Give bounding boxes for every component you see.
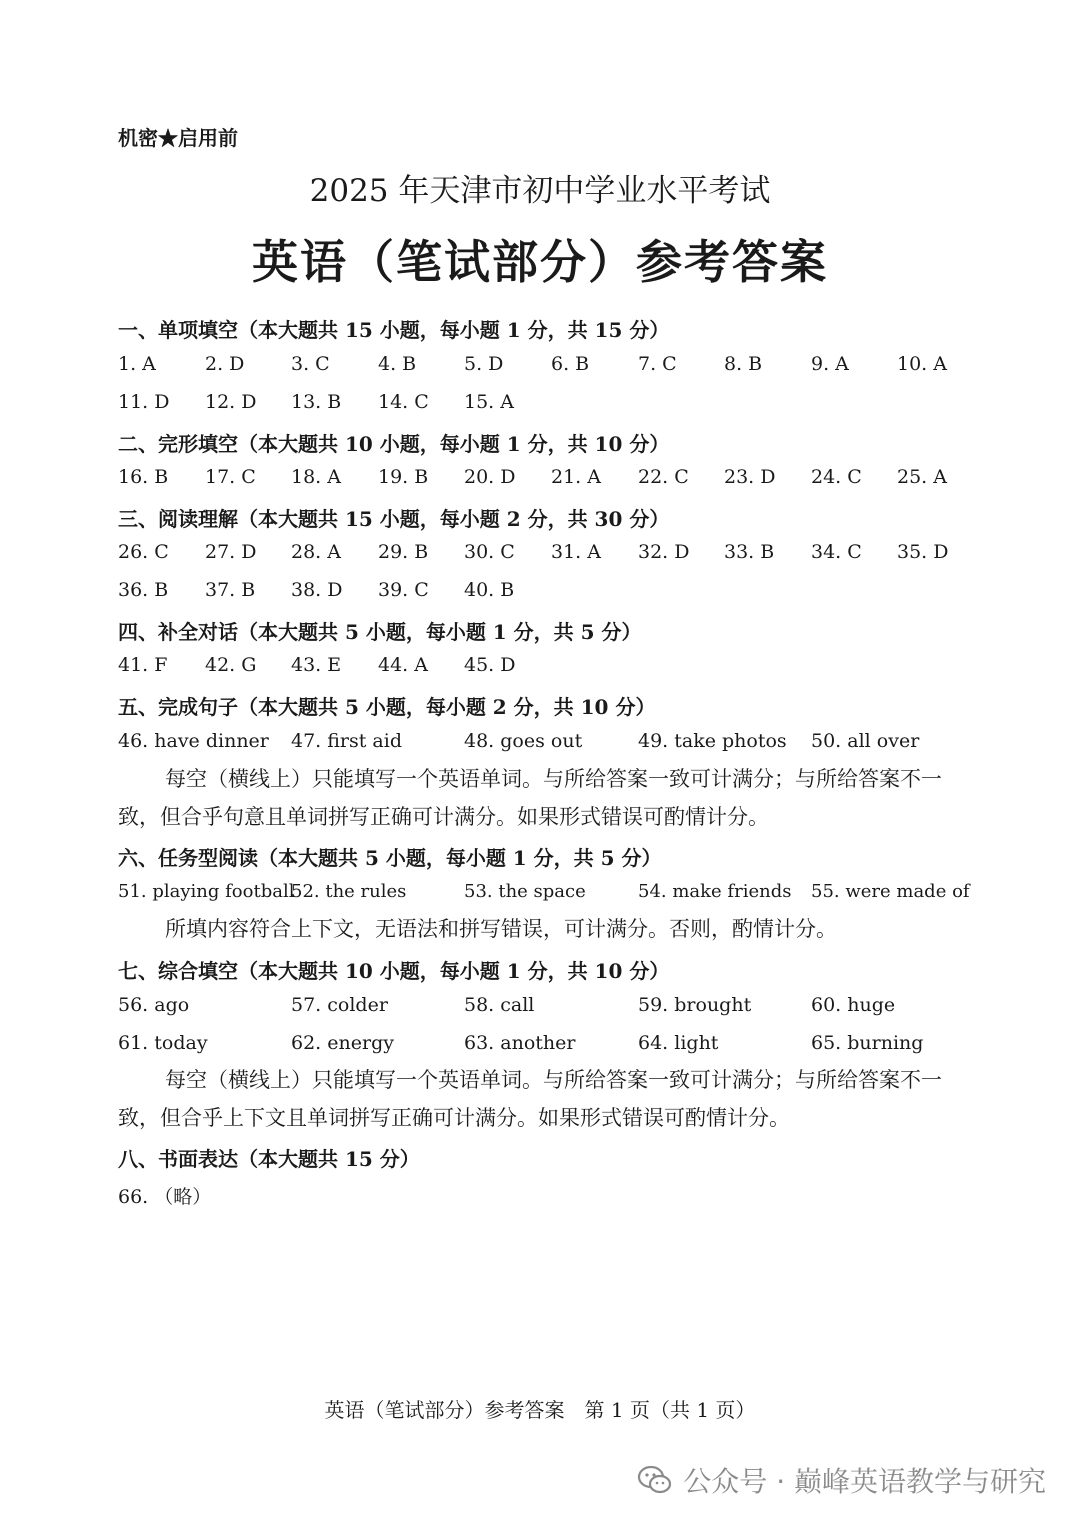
answer-item: 30. C <box>464 541 515 563</box>
answer-item: 61. today <box>118 1032 208 1054</box>
answer-item: 19. B <box>378 466 429 488</box>
answer-item: 27. D <box>205 541 257 563</box>
answer-item: 53. the space <box>464 881 586 902</box>
answer-item: 48. goes out <box>464 730 583 752</box>
answer-item: 36. B <box>118 579 169 601</box>
answer-item: 13. B <box>291 391 342 413</box>
section-heading: 一、单项填空（本大题共 15 小题，每小题 1 分，共 15 分） <box>118 318 670 342</box>
answer-item: 8. B <box>724 353 763 375</box>
answer-item: 47. first aid <box>291 730 403 752</box>
answer-item: 10. A <box>897 353 947 375</box>
answer-item: 44. A <box>378 654 428 676</box>
answer-item: 7. C <box>638 353 677 375</box>
answer-item: 45. D <box>464 654 516 676</box>
answer-item: 65. burning <box>811 1032 924 1054</box>
answer-item: 41. F <box>118 654 168 676</box>
answer-item: 3. C <box>291 353 330 375</box>
answer-item: 40. B <box>464 579 515 601</box>
answer-item: 1. A <box>118 353 156 375</box>
answer-item: 5. D <box>464 353 504 375</box>
answer-item: 64. light <box>638 1032 719 1054</box>
wechat-icon <box>637 1465 673 1495</box>
answer-item: 24. C <box>811 466 862 488</box>
answer-item: 20. D <box>464 466 516 488</box>
answer-item: 18. A <box>291 466 341 488</box>
answer-item: 22. C <box>638 466 689 488</box>
section-heading: 五、完成句子（本大题共 5 小题，每小题 2 分，共 10 分） <box>118 695 656 719</box>
answer-item: 51. playing football <box>118 881 295 902</box>
answer-item: 17. C <box>205 466 256 488</box>
answer-item: 34. C <box>811 541 862 563</box>
answer-item: 12. D <box>205 391 257 413</box>
answer-item: 50. all over <box>811 730 920 752</box>
answer-item: 2. D <box>205 353 245 375</box>
exam-title: 2025 年天津市初中学业水平考试 <box>309 173 771 209</box>
answer-item: 16. B <box>118 466 169 488</box>
answer-item: 57. colder <box>291 994 388 1016</box>
grading-note: 所填内容符合上下文，无语法和拼写错误，可计满分。否则，酌情计分。 <box>165 917 837 941</box>
answer-item: 38. D <box>291 579 343 601</box>
section-heading: 三、阅读理解（本大题共 15 小题，每小题 2 分，共 30 分） <box>118 507 670 531</box>
answer-item: 63. another <box>464 1032 576 1054</box>
section-heading: 四、补全对话（本大题共 5 小题，每小题 1 分，共 5 分） <box>118 620 642 644</box>
section-heading: 七、综合填空（本大题共 10 小题，每小题 1 分，共 10 分） <box>118 959 670 983</box>
answer-item: 4. B <box>378 353 417 375</box>
answer-item: 39. C <box>378 579 429 601</box>
answer-item: 9. A <box>811 353 849 375</box>
watermark-text: 公众号 · 巅峰英语教学与研究 <box>683 1465 1046 1498</box>
answer-item: 31. A <box>551 541 601 563</box>
answer-item: 46. have dinner <box>118 730 269 752</box>
answer-item: 37. B <box>205 579 256 601</box>
answer-item: 6. B <box>551 353 590 375</box>
answer-item: 29. B <box>378 541 429 563</box>
answer-item: 54. make friends <box>638 881 792 902</box>
answer-item: 15. A <box>464 391 514 413</box>
answer-item: 43. E <box>291 654 342 676</box>
answer-item: 52. the rules <box>291 881 407 902</box>
answer-item: 55. were made of <box>811 881 970 902</box>
answer-item: 26. C <box>118 541 169 563</box>
grading-note: 每空（横线上）只能填写一个英语单词。与所给答案一致可计满分；与所给答案不一致，但合乎上下文且单词拼写正确可计满分。如果形式错误可酌情计分。 <box>118 1068 942 1130</box>
grading-note: 每空（横线上）只能填写一个英语单词。与所给答案一致可计满分；与所给答案不一致，但合乎句意且单词拼写正确可计满分。如果形式错误可酌情计分。 <box>118 767 942 829</box>
answer-item: 25. A <box>897 466 947 488</box>
answer-item: 56. ago <box>118 994 190 1016</box>
answer-item: 35. D <box>897 541 949 563</box>
answer-item: 60. huge <box>811 994 896 1016</box>
watermark <box>637 1460 1046 1500</box>
answer-item: 14. C <box>378 391 429 413</box>
answer-item: 32. D <box>638 541 690 563</box>
confidential-label: 机密★启用前 <box>118 126 238 150</box>
answer-item: 33. B <box>724 541 775 563</box>
page-footer: 英语（笔试部分）参考答案 第 1 页（共 1 页） <box>324 1398 756 1422</box>
answer-item: 28. A <box>291 541 341 563</box>
answer-item: 11. D <box>118 391 170 413</box>
answer-item: 66. （略） <box>118 1186 212 1208</box>
answer-item: 21. A <box>551 466 601 488</box>
answer-item: 42. G <box>205 654 257 676</box>
section-heading: 八、书面表达（本大题共 15 分） <box>118 1147 420 1171</box>
section-heading: 六、任务型阅读（本大题共 5 小题，每小题 1 分，共 5 分） <box>118 846 662 870</box>
answer-item: 59. brought <box>638 994 752 1016</box>
page-title: 英语（笔试部分）参考答案 <box>252 235 828 289</box>
answer-item: 49. take photos <box>638 730 787 752</box>
answer-item: 23. D <box>724 466 776 488</box>
answer-item: 62. energy <box>291 1032 394 1054</box>
section-heading: 二、完形填空（本大题共 10 小题，每小题 1 分，共 10 分） <box>118 432 670 456</box>
answer-item: 58. call <box>464 994 535 1016</box>
